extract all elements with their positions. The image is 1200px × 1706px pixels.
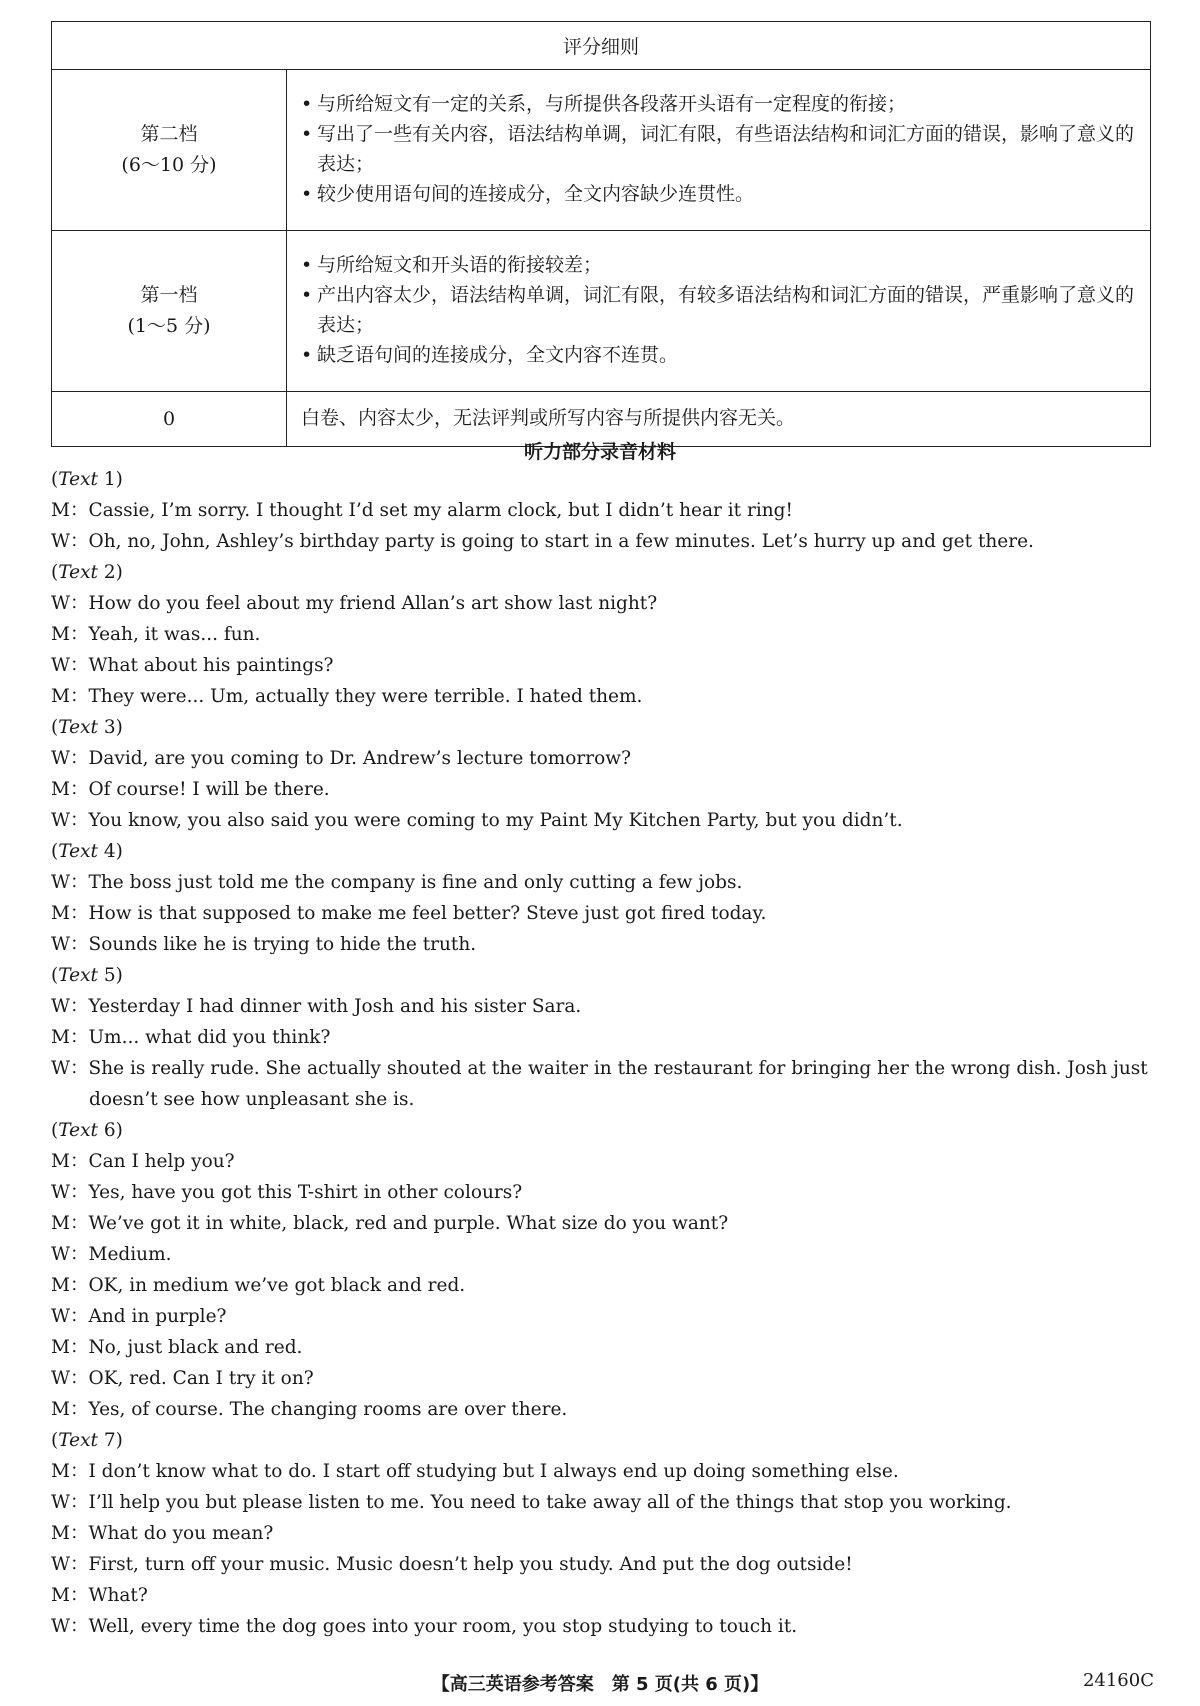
rubric-row-level-1: [52, 231, 1151, 392]
line-text: You know, you also said you were coming to my Paint My Kitchen Party, but you didn’t.: [88, 810, 903, 831]
speaker-label: W: [51, 810, 71, 831]
line-text: OK, red. Can I try it on?: [88, 1368, 314, 1389]
text-header: (Text 5): [51, 965, 123, 986]
speaker-label: M: [51, 1337, 70, 1358]
line-text: Yes, have you got this T-shirt in other colours?: [88, 1182, 523, 1203]
dialogue-line: M：How is that supposed to make me feel better? Steve just got fired today.: [51, 903, 767, 924]
speaker-label: W: [51, 872, 71, 893]
dialogue-line: M：OK, in medium we’ve got black and red.: [51, 1275, 466, 1296]
criterion-text: 写出了一些有关内容，语法结构单调，词汇有限，有些语法结构和词汇方面的错误，影响了意义的表达；: [317, 123, 1135, 175]
rubric-title: 评分细则: [52, 22, 1151, 70]
text-number: 2: [103, 562, 116, 583]
line-text: Yeah, it was... fun.: [88, 624, 261, 645]
line-text: We’ve got it in white, black, red and purple. What size do you want?: [88, 1213, 729, 1234]
dialogue-line: W：How do you feel about my friend Allan’s art show last night?: [51, 593, 658, 614]
text-label: Text: [58, 562, 98, 583]
line-text: Um... what did you think?: [88, 1027, 331, 1048]
speaker-label: M: [51, 1399, 70, 1420]
speaker-label: M: [51, 500, 70, 521]
speaker-label: M: [51, 903, 70, 924]
speaker-label: W: [51, 1616, 71, 1637]
text-header: (Text 4): [51, 841, 123, 862]
dialogue-line: W：Well, every time the dog goes into your room, you stop studying to touch it.: [51, 1616, 798, 1637]
criterion-text: 较少使用语句间的连接成分，全文内容缺少连贯性。: [317, 183, 755, 205]
bullet-icon: •: [301, 93, 313, 115]
level-cell: [52, 231, 287, 392]
speaker-label: W: [51, 1182, 71, 1203]
dialogue-line: M：Of course! I will be there.: [51, 779, 330, 800]
speaker-label: M: [51, 624, 70, 645]
text-label: Text: [58, 469, 98, 490]
text-header: (Text 7): [51, 1430, 123, 1451]
level-cell: [52, 70, 287, 231]
criterion-item: [301, 119, 1140, 179]
line-text: Sounds like he is trying to hide the truth.: [88, 934, 477, 955]
level-name: 0: [52, 392, 287, 447]
dialogue-line: W：She is really rude. She actually shouted at the waiter in the restaurant for bringing her the wrong dish. Josh just doesn’t see how unpleasant she is.: [51, 1058, 1148, 1110]
speaker-label: W: [51, 1244, 71, 1265]
criteria-cell: [287, 231, 1151, 392]
scoring-rubric-table: [51, 21, 1151, 447]
speaker-label: M: [51, 779, 70, 800]
dialogue-line: W：And in purple?: [51, 1306, 227, 1327]
line-text: Medium.: [88, 1244, 172, 1265]
speaker-label: M: [51, 686, 70, 707]
dialogue-line: W：First, turn off your music. Music doesn’t help you study. And put the dog outside!: [51, 1554, 853, 1575]
dialogue-line: W：David, are you coming to Dr. Andrew’s lecture tomorrow?: [51, 748, 631, 769]
bullet-icon: •: [301, 254, 313, 276]
paper-code: 24160C: [1082, 1670, 1154, 1691]
level-name: 第一档: [140, 284, 198, 306]
dialogue-line: W：Oh, no, John, Ashley’s birthday party is going to start in a few minutes. Let’s hurry up and get there.: [51, 531, 1034, 552]
line-text: First, turn off your music. Music doesn’t help you study. And put the dog outside!: [88, 1554, 853, 1575]
bullet-icon: •: [301, 183, 313, 205]
level-name: 第二档: [140, 123, 198, 145]
speaker-label: M: [51, 1027, 70, 1048]
dialogue-line: W：Sounds like he is trying to hide the truth.: [51, 934, 477, 955]
speaker-label: W: [51, 1492, 71, 1513]
speaker-label: M: [51, 1275, 70, 1296]
text-header: (Text 2): [51, 562, 123, 583]
line-text: How is that supposed to make me feel better? Steve just got fired today.: [88, 903, 767, 924]
criterion-item: [301, 179, 1140, 209]
speaker-label: W: [51, 934, 71, 955]
line-text: OK, in medium we’ve got black and red.: [88, 1275, 466, 1296]
dialogue-line: W：Medium.: [51, 1244, 172, 1265]
section-title: 听力部分录音材料: [523, 441, 676, 463]
text-label: Text: [58, 717, 98, 738]
level-range: (1～5 分): [127, 315, 211, 337]
line-text: Well, every time the dog goes into your room, you stop studying to touch it.: [88, 1616, 798, 1637]
listening-transcript: [51, 464, 1156, 1642]
dialogue-line: W：You know, you also said you were coming to my Paint My Kitchen Party, but you didn’t.: [51, 810, 903, 831]
line-text: Cassie, I’m sorry. I thought I’d set my alarm clock, but I didn’t hear it ring!: [88, 500, 793, 521]
page-footer: 【高三英语参考答案 第 5 页(共 6 页)】: [431, 1674, 769, 1695]
dialogue-line: W：What about his paintings?: [51, 655, 334, 676]
rubric-row-level-2: [52, 70, 1151, 231]
speaker-label: W: [51, 1306, 71, 1327]
text-header: (Text 6): [51, 1120, 123, 1141]
speaker-label: W: [51, 996, 71, 1017]
dialogue-line: M：Um... what did you think?: [51, 1027, 331, 1048]
speaker-label: W: [51, 1554, 71, 1575]
line-text: How do you feel about my friend Allan’s art show last night?: [88, 593, 658, 614]
criterion-text: 与所给短文有一定的关系，与所提供各段落开头语有一定程度的衔接；: [317, 93, 907, 115]
bullet-icon: •: [301, 284, 313, 306]
dialogue-line: W：The boss just told me the company is fine and only cutting a few jobs.: [51, 872, 743, 893]
line-text: What do you mean?: [88, 1523, 274, 1544]
line-text: She is really rude. She actually shouted at the waiter in the restaurant for bringing her the wrong dish. Josh just doesn’t see how unpleasant she is.: [88, 1058, 1148, 1110]
line-text: Of course! I will be there.: [88, 779, 330, 800]
dialogue-line: M：Yes, of course. The changing rooms are over there.: [51, 1399, 568, 1420]
level-range: (6～10 分): [121, 154, 217, 176]
dialogue-line: M：What?: [51, 1585, 148, 1606]
criterion-item: [301, 250, 1140, 280]
dialogue-line: W：I’ll help you but please listen to me. You need to take away all of the things that stop you working.: [51, 1492, 1012, 1513]
criterion-text: 产出内容太少，语法结构单调，词汇有限，有较多语法结构和词汇方面的错误，严重影响了意义的表达；: [317, 284, 1135, 336]
text-label: Text: [58, 1430, 98, 1451]
speaker-label: W: [51, 748, 71, 769]
dialogue-line: M：Can I help you?: [51, 1151, 235, 1172]
speaker-label: M: [51, 1151, 70, 1172]
line-text: Yes, of course. The changing rooms are over there.: [88, 1399, 568, 1420]
criterion-item: [301, 340, 1140, 370]
dialogue-line: W：OK, red. Can I try it on?: [51, 1368, 314, 1389]
line-text: Oh, no, John, Ashley’s birthday party is going to start in a few minutes. Let’s hurry up and get there.: [88, 531, 1034, 552]
text-header: (Text 3): [51, 717, 123, 738]
speaker-label: W: [51, 593, 71, 614]
text-label: Text: [58, 841, 98, 862]
text-label: Text: [58, 1120, 98, 1141]
criterion-text: 缺乏语句间的连接成分，全文内容不连贯。: [317, 344, 679, 366]
speaker-label: W: [51, 655, 71, 676]
criterion-text: 与所给短文和开头语的衔接较差；: [317, 254, 603, 276]
speaker-label: M: [51, 1585, 70, 1606]
text-label: Text: [58, 965, 98, 986]
text-number: 7: [103, 1430, 116, 1451]
line-text: Yesterday I had dinner with Josh and his sister Sara.: [88, 996, 582, 1017]
dialogue-line: W：Yesterday I had dinner with Josh and his sister Sara.: [51, 996, 582, 1017]
line-text: David, are you coming to Dr. Andrew’s lecture tomorrow?: [88, 748, 631, 769]
dialogue-line: M：We’ve got it in white, black, red and purple. What size do you want?: [51, 1213, 729, 1234]
text-number: 3: [103, 717, 116, 738]
line-text: And in purple?: [88, 1306, 227, 1327]
line-text: What?: [88, 1585, 148, 1606]
speaker-label: W: [51, 1058, 71, 1079]
text-number: 5: [103, 965, 116, 986]
speaker-label: M: [51, 1213, 70, 1234]
bullet-icon: •: [301, 123, 313, 145]
bullet-icon: •: [301, 344, 313, 366]
dialogue-line: W：Yes, have you got this T-shirt in other colours?: [51, 1182, 523, 1203]
criteria-cell: [287, 70, 1151, 231]
speaker-label: W: [51, 531, 71, 552]
criterion-item: [301, 89, 1140, 119]
line-text: Can I help you?: [88, 1151, 235, 1172]
line-text: I’ll help you but please listen to me. You need to take away all of the things that stop you working.: [88, 1492, 1012, 1513]
dialogue-line: M：I don’t know what to do. I start off studying but I always end up doing something else.: [51, 1461, 899, 1482]
speaker-label: M: [51, 1523, 70, 1544]
dialogue-line: M：They were... Um, actually they were terrible. I hated them.: [51, 686, 643, 707]
dialogue-line: M：No, just black and red.: [51, 1337, 303, 1358]
line-text: What about his paintings?: [88, 655, 334, 676]
dialogue-line: M：Cassie, I’m sorry. I thought I’d set my alarm clock, but I didn’t hear it ring!: [51, 500, 793, 521]
text-number: 1: [103, 469, 116, 490]
speaker-label: W: [51, 1368, 71, 1389]
line-text: No, just black and red.: [88, 1337, 303, 1358]
line-text: I don’t know what to do. I start off studying but I always end up doing something else.: [88, 1461, 899, 1482]
line-text: The boss just told me the company is fine and only cutting a few jobs.: [88, 872, 743, 893]
criterion-text: 白卷、内容太少，无法评判或所写内容与所提供内容无关。: [287, 392, 1151, 447]
text-header: (Text 1): [51, 469, 123, 490]
criterion-item: [301, 280, 1140, 340]
text-number: 6: [103, 1120, 116, 1141]
dialogue-line: M：What do you mean?: [51, 1523, 274, 1544]
dialogue-line: M：Yeah, it was... fun.: [51, 624, 261, 645]
speaker-label: M: [51, 1461, 70, 1482]
line-text: They were... Um, actually they were terrible. I hated them.: [88, 686, 643, 707]
text-number: 4: [103, 841, 116, 862]
